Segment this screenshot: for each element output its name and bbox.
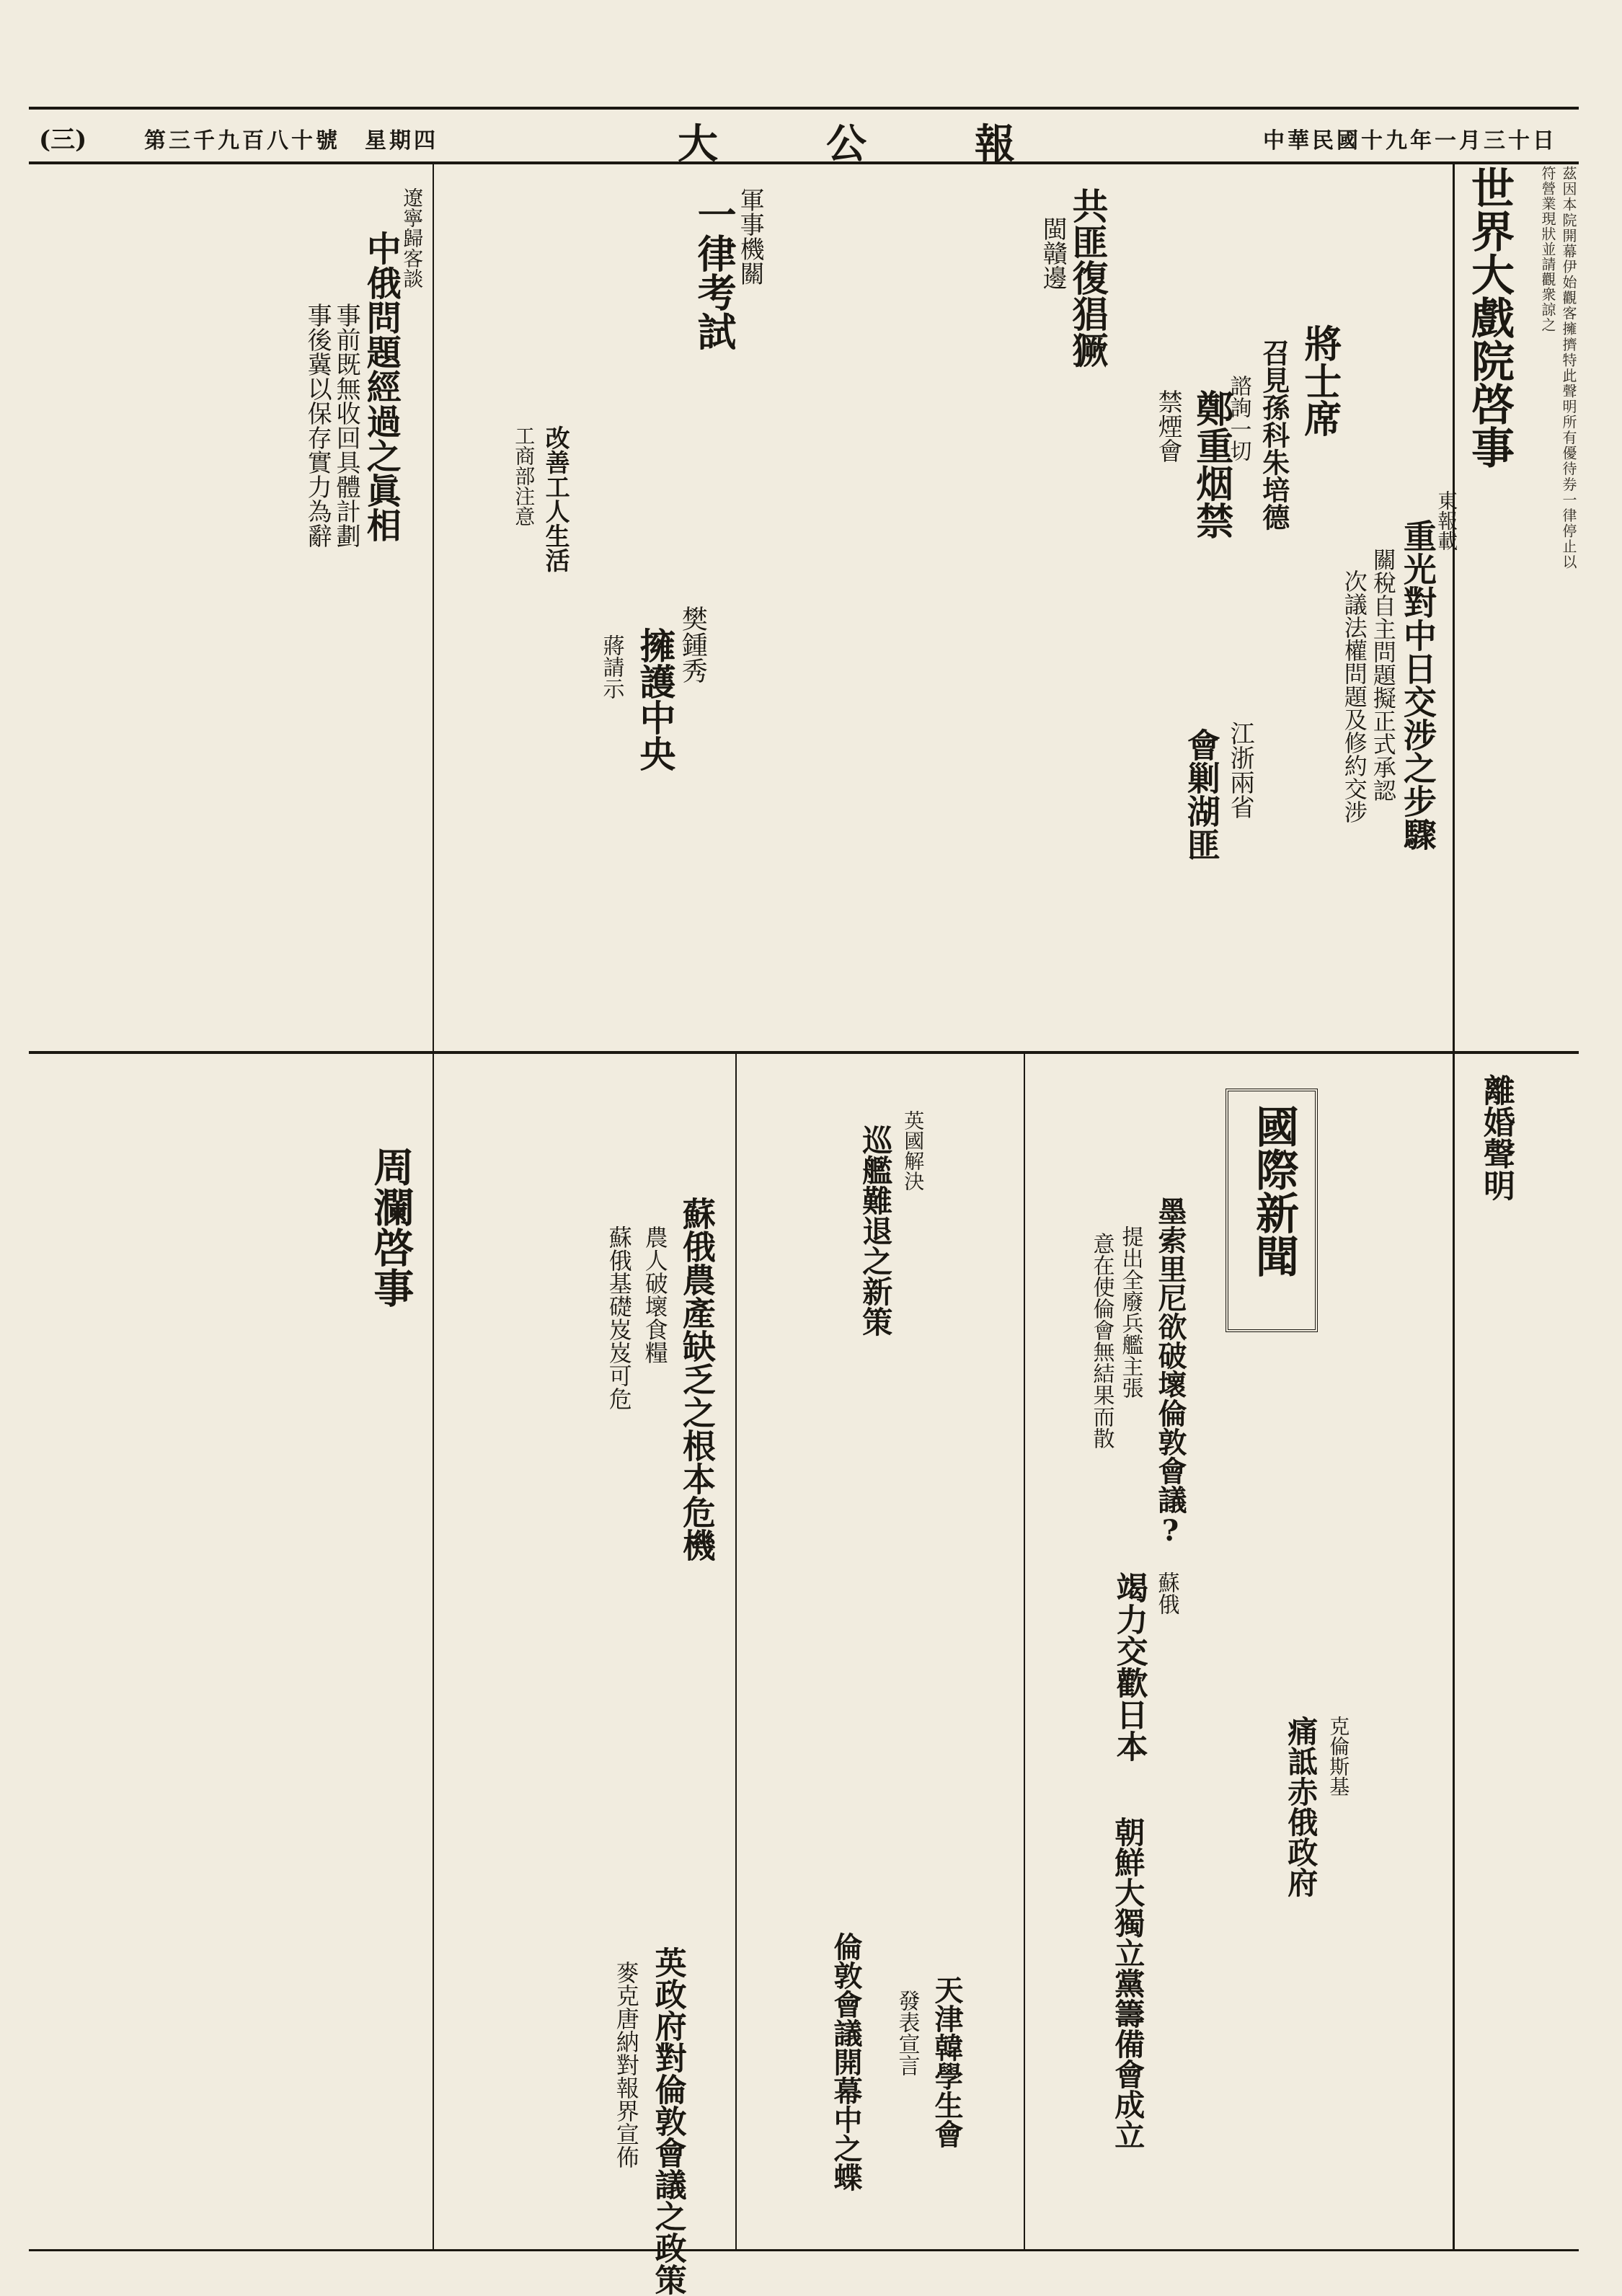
ad-notice: 茲因本院開幕伊始觀客擁擠特此聲明所有優待券一律停止以符營業現狀並請觀衆諒之: [1539, 166, 1577, 569]
subhead-mussolini-2: 意在使倫會無結果而散: [1089, 1233, 1114, 1449]
tag-japan: 東報載: [1435, 490, 1459, 551]
subhead-central-2: 蔣請示: [598, 634, 624, 699]
column-rule: [1024, 1054, 1025, 2249]
subhead-japan-friend: 蘇俄: [1153, 1572, 1179, 1615]
headline-sino-russian: 中俄問題經過之眞相: [360, 231, 402, 542]
headline-korean-students: 天津韓學生會: [930, 1975, 964, 2148]
subhead-generals-2: 諮詢一切: [1226, 375, 1251, 461]
headline-exams: 一律考試: [691, 195, 738, 350]
subhead-local: 江浙兩省: [1226, 721, 1255, 819]
subhead-soviet-agri-2: 蘇俄基礎岌岌可危: [605, 1225, 633, 1410]
headline-generals: 將士席: [1297, 324, 1342, 437]
section-sino-russian: 遼寧歸客談: [400, 187, 425, 288]
column-rule: [433, 161, 434, 1051]
section-divider: [29, 1051, 1579, 1054]
column-rule: [433, 1054, 434, 2249]
column-rule: [1453, 161, 1455, 2249]
bottom-rule: [29, 2249, 1579, 2251]
subhead-central: 樊鍾秀: [678, 606, 708, 683]
ad-headline: 世界大戲院啓事: [1464, 166, 1515, 469]
subhead-generals: 召見孫科朱培德: [1257, 339, 1290, 531]
subhead-labor: 工商部注意: [512, 425, 536, 526]
issue-number: 第三千九百八十號 星期四: [144, 128, 438, 154]
subhead-japan: 關稅自主問題擬正式承認: [1369, 548, 1397, 802]
headline-labor: 改善工人生活: [541, 425, 570, 572]
subhead-opium: 禁煙會: [1153, 389, 1183, 463]
headline-bandits: 共匪復猖獗: [1066, 187, 1109, 368]
subhead-mussolini: 提出全廢兵艦主張: [1117, 1225, 1143, 1399]
subhead-kerensky: 克倫斯基: [1326, 1716, 1351, 1796]
headline-opium: 鄭重烟禁: [1189, 389, 1233, 539]
headline-zhou-lan: 周瀾啓事: [367, 1146, 415, 1308]
subhead-korean-students: 發表宣言: [894, 1990, 920, 2076]
subhead-japan-2: 次議法權問題及修約交涉: [1340, 569, 1368, 823]
headline-kerensky: 痛詆赤俄政府: [1283, 1716, 1319, 1897]
subhead-soviet-agri: 農人破壞食糧: [641, 1225, 669, 1364]
intl-title: 國際新聞: [1249, 1104, 1299, 1277]
subhead-uk-policy: 麥克唐納對報界宣佈: [612, 1961, 640, 2168]
headline-mussolini: 墨索里尼欲破壞倫敦會議?: [1153, 1197, 1187, 1548]
subhead-sino-russian-2: 事後冀以保存實力為辭: [303, 303, 332, 548]
headline-local: 會剿湖匪: [1182, 728, 1221, 861]
headline-uk-policy: 英政府對倫敦會議之政策: [649, 1946, 686, 2295]
headline-london: 倫敦會議開幕中之蝶: [829, 1932, 863, 2191]
headline-cruiser: 巡艦難退之新策: [858, 1125, 894, 1337]
page-number: (三): [39, 125, 87, 154]
headline-japan: 重光對中日交涉之步驟: [1398, 519, 1437, 851]
masthead: [29, 107, 1579, 168]
paper-name: 大公報: [678, 120, 1123, 168]
subhead-cruiser: 英國解決: [901, 1110, 926, 1191]
headline-soviet-agri: 蘇俄農產缺乏之根本危機: [677, 1197, 717, 1561]
divorce-headline: 離婚聲明: [1478, 1074, 1515, 1201]
subhead-sino-russian-1: 事前既無收回具體計劃: [332, 303, 361, 548]
headline-korea: 朝鮮大獨立黨籌備會成立: [1110, 1817, 1146, 2150]
headline-central: 擁護中央: [634, 627, 677, 771]
intl-title-box: [1226, 1089, 1318, 1332]
column-rule: [735, 1054, 737, 2249]
issue-date: 中華民國十九年一月三十日: [1263, 128, 1557, 154]
subhead-exams: 軍事機關: [735, 187, 765, 285]
subhead-bandits: 閩贛邊: [1038, 216, 1068, 290]
headline-japan-friend: 竭力交歡日本: [1110, 1572, 1148, 1762]
